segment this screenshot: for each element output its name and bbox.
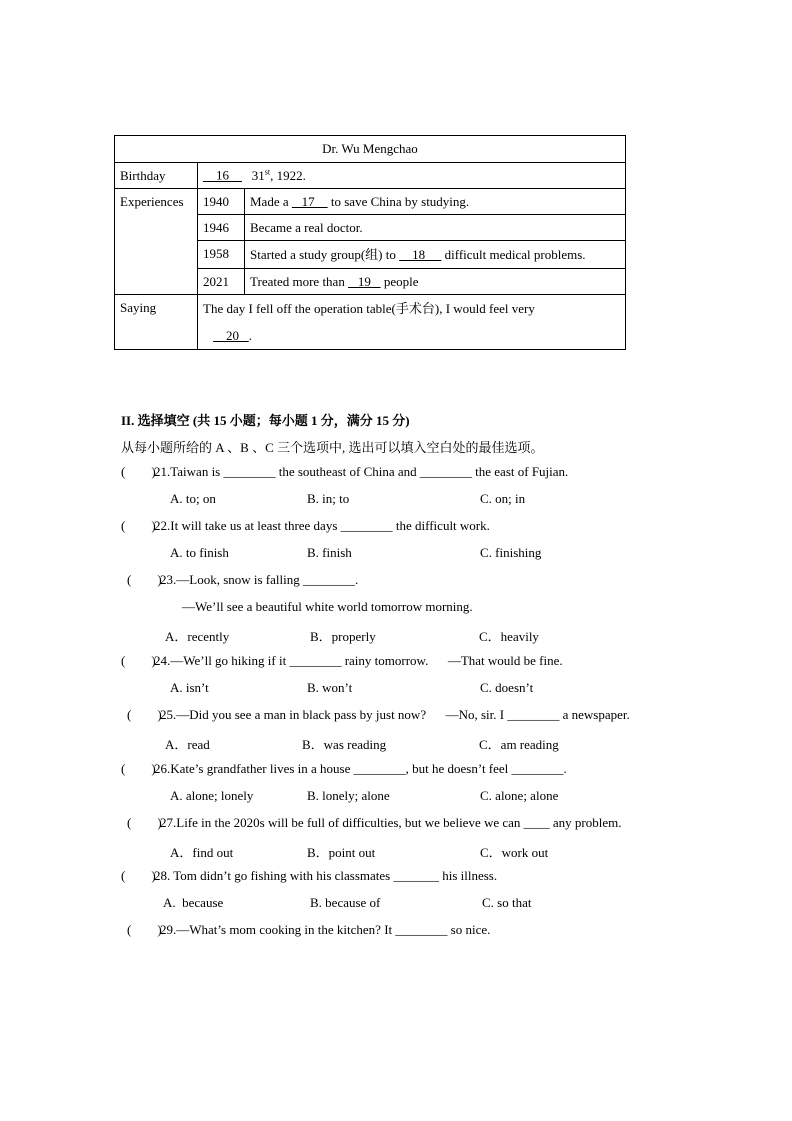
exp-1946: Became a real doctor. <box>245 215 626 241</box>
blank-16: 16 <box>203 167 242 183</box>
q22-option-b[interactable]: B. finish <box>307 545 352 560</box>
experiences-label: Experiences <box>115 189 198 295</box>
q29-stem: 29.—What’s mom cooking in the kitchen? It ________ so nice. <box>160 922 491 937</box>
q28-option-c[interactable]: C. so that <box>482 895 532 910</box>
year-1946: 1946 <box>198 215 245 241</box>
q23-paren[interactable]: ( ) <box>127 572 162 587</box>
q23-stem: 23.—Look, snow is falling ________. <box>160 572 359 587</box>
q21-option-a[interactable]: A. to; on <box>170 491 216 506</box>
q27-stem: 27.Life in the 2020s will be full of difficulties, but we believe we can ____ any problem. <box>160 815 622 830</box>
q26-option-b[interactable]: B. lonely; alone <box>307 788 390 803</box>
q26-paren[interactable]: ( ) <box>121 761 156 776</box>
q22-option-a[interactable]: A. to finish <box>170 545 229 560</box>
q28-option-b[interactable]: B. because of <box>310 895 381 910</box>
section-instruction: 从每小题所给的 A 、B 、C 三个选项中, 选出可以填入空白处的最佳选项。 <box>121 440 544 455</box>
blank-17: 17 <box>291 193 328 209</box>
q26-option-a[interactable]: A. alone; lonely <box>170 788 254 803</box>
q22-option-c[interactable]: C. finishing <box>480 545 542 560</box>
q28-option-a[interactable]: A. because <box>163 895 224 910</box>
q27-paren[interactable]: ( ) <box>127 815 162 830</box>
q29-paren[interactable]: ( ) <box>127 922 162 937</box>
saying-label: Saying <box>115 295 198 350</box>
q21-option-c[interactable]: C. on; in <box>480 491 526 506</box>
q25-paren[interactable]: ( ) <box>127 707 162 722</box>
year-1958: 1958 <box>198 241 245 269</box>
q27-option-c[interactable]: C．work out <box>480 845 549 860</box>
q27-option-a[interactable]: A．find out <box>170 845 234 860</box>
q28-paren[interactable]: ( ) <box>121 868 156 883</box>
q26-stem: 26.Kate’s grandfather lives in a house ________, but he doesn’t feel ________. <box>154 761 567 776</box>
blank-20: 20 <box>213 328 249 343</box>
q28-stem: 28. Tom didn’t go fishing with his classmates _______ his illness. <box>154 868 498 883</box>
q21-stem: 21.Taiwan is ________ the southeast of China and ________ the east of Fujian. <box>154 464 569 479</box>
birthday-rest: 31st, 1922. <box>245 167 306 183</box>
q23-option-c[interactable]: C．heavily <box>479 629 539 644</box>
q24-option-b[interactable]: B. won’t <box>307 680 353 695</box>
info-table <box>114 135 626 350</box>
q26-option-c[interactable]: C. alone; alone <box>480 788 559 803</box>
q24-stem: 24.—We’ll go hiking if it ________ rainy tomorrow. —That would be fine. <box>154 653 563 668</box>
blank-18: 18 <box>399 247 442 262</box>
section-heading: II. 选择填空 (共 15 小题；每小题 1 分，满分 15 分) <box>121 413 410 428</box>
exp-1940: Made a 17 to save China by studying. <box>245 189 626 215</box>
q23-option-a[interactable]: A．recently <box>165 629 230 644</box>
q23-stem-reply: —We’ll see a beautiful white world tomorrow morning. <box>182 599 473 614</box>
birthday-label: Birthday <box>115 163 198 189</box>
q24-option-c[interactable]: C. doesn’t <box>480 680 534 695</box>
q22-paren[interactable]: ( ) <box>121 518 156 533</box>
q24-option-a[interactable]: A. isn’t <box>170 680 209 695</box>
exp-1958: Started a study group(组) to 18 difficult medical problems. <box>245 241 626 269</box>
q25-stem: 25.—Did you see a man in black pass by just now? —No, sir. I ________ a newspaper. <box>160 707 630 722</box>
q25-option-a[interactable]: A．read <box>165 737 210 752</box>
table-title: Dr. Wu Mengchao <box>115 136 626 163</box>
q22-stem: 22.It will take us at least three days ________ the difficult work. <box>154 518 490 533</box>
q23-option-b[interactable]: B．properly <box>310 629 376 644</box>
blank-19: 19 <box>348 273 381 289</box>
exp-2021: Treated more than 19 people <box>245 269 626 295</box>
q27-option-b[interactable]: B．point out <box>307 845 376 860</box>
q21-paren[interactable]: ( ) <box>121 464 156 479</box>
q25-option-b[interactable]: B．was reading <box>302 737 387 752</box>
q25-option-c[interactable]: C．am reading <box>479 737 559 752</box>
year-1940: 1940 <box>198 189 245 215</box>
q21-option-b[interactable]: B. in; to <box>307 491 350 506</box>
saying-value: The day I fell off the operation table(手术台), I would feel very 20 . <box>198 295 626 350</box>
year-2021: 2021 <box>198 269 245 295</box>
q24-paren[interactable]: ( ) <box>121 653 156 668</box>
birthday-value <box>198 163 626 189</box>
